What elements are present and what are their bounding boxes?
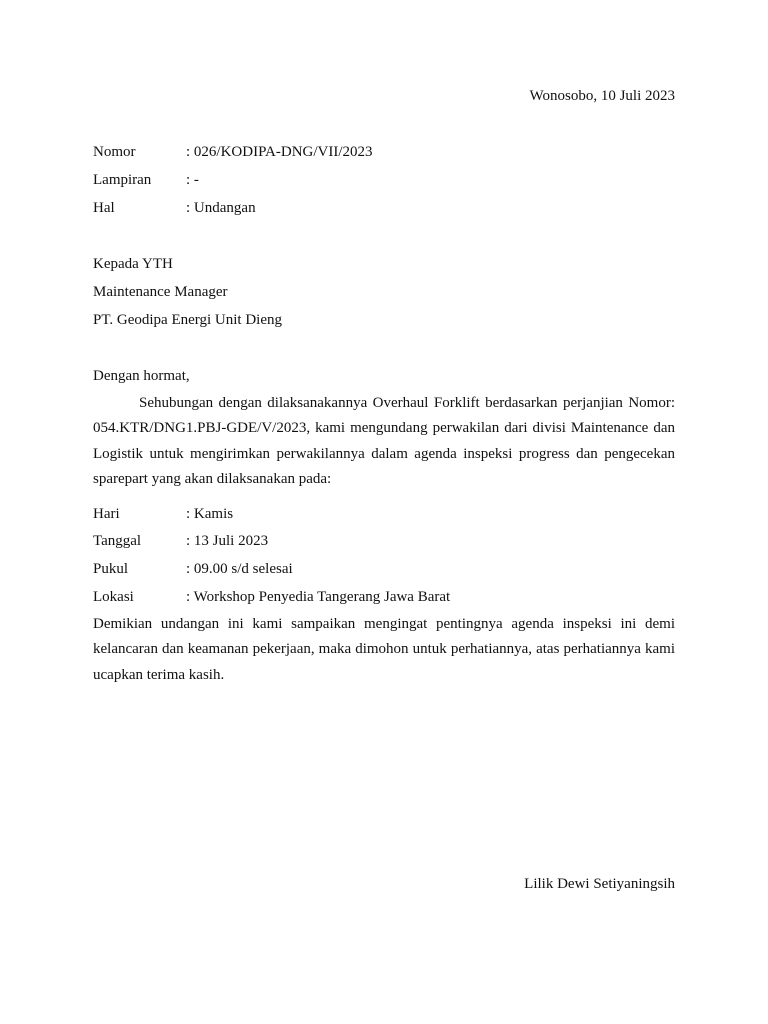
schedule-label-pukul: Pukul: [93, 561, 129, 577]
schedule-value-lokasi: : Workshop Penyedia Tangerang Jawa Barat: [186, 589, 451, 605]
meta-value-nomor: : 026/KODIPA-DNG/VII/2023: [186, 144, 373, 160]
schedule-label-lokasi: Lokasi: [93, 589, 134, 605]
recipient-line-2: Maintenance Manager: [93, 284, 228, 300]
schedule-value-hari: : Kamis: [186, 506, 234, 522]
meta-value-hal: : Undangan: [186, 200, 256, 216]
recipient-line-3: PT. Geodipa Energi Unit Dieng: [93, 312, 282, 328]
meta-value-lampiran: : -: [186, 172, 199, 188]
place-date: Wonosobo, 10 Juli 2023: [529, 88, 675, 104]
schedule-label-tanggal: Tanggal: [93, 533, 142, 549]
salutation: Dengan hormat,: [93, 368, 190, 384]
schedule-value-tanggal: : 13 Juli 2023: [186, 533, 269, 549]
meta-label-lampiran: Lampiran: [93, 172, 152, 188]
schedule-value-pukul: : 09.00 s/d selesai: [186, 561, 293, 577]
schedule-label-hari: Hari: [93, 506, 120, 522]
recipient-line-1: Kepada YTH: [93, 256, 173, 272]
closing-paragraph: Demikian undangan ini kami sampaikan mengingat pentingnya agenda inspeksi ini demi kelancaran dan keamanan pekerjaan, maka dimohon untuk perhatiannya, atas perhatiannya kami ucapkan terima kasih.: [93, 616, 675, 683]
meta-label-nomor: Nomor: [93, 144, 136, 160]
meta-label-hal: Hal: [93, 200, 115, 216]
body-paragraph: Sehubungan dengan dilaksanakannya Overhaul Forklift berdasarkan perjanjian Nomor: 054.KTR/DNG1.PBJ-GDE/V/2023, kami mengundang perwakilan dari divisi Maintenance dan Logistik untuk mengirimkan perwakilannya dalam agenda inspeksi progress dan pengecekan sparepart yang akan dilaksanakan pada:: [93, 395, 675, 487]
signatory-name: Lilik Dewi Setiyaningsih: [524, 876, 675, 892]
